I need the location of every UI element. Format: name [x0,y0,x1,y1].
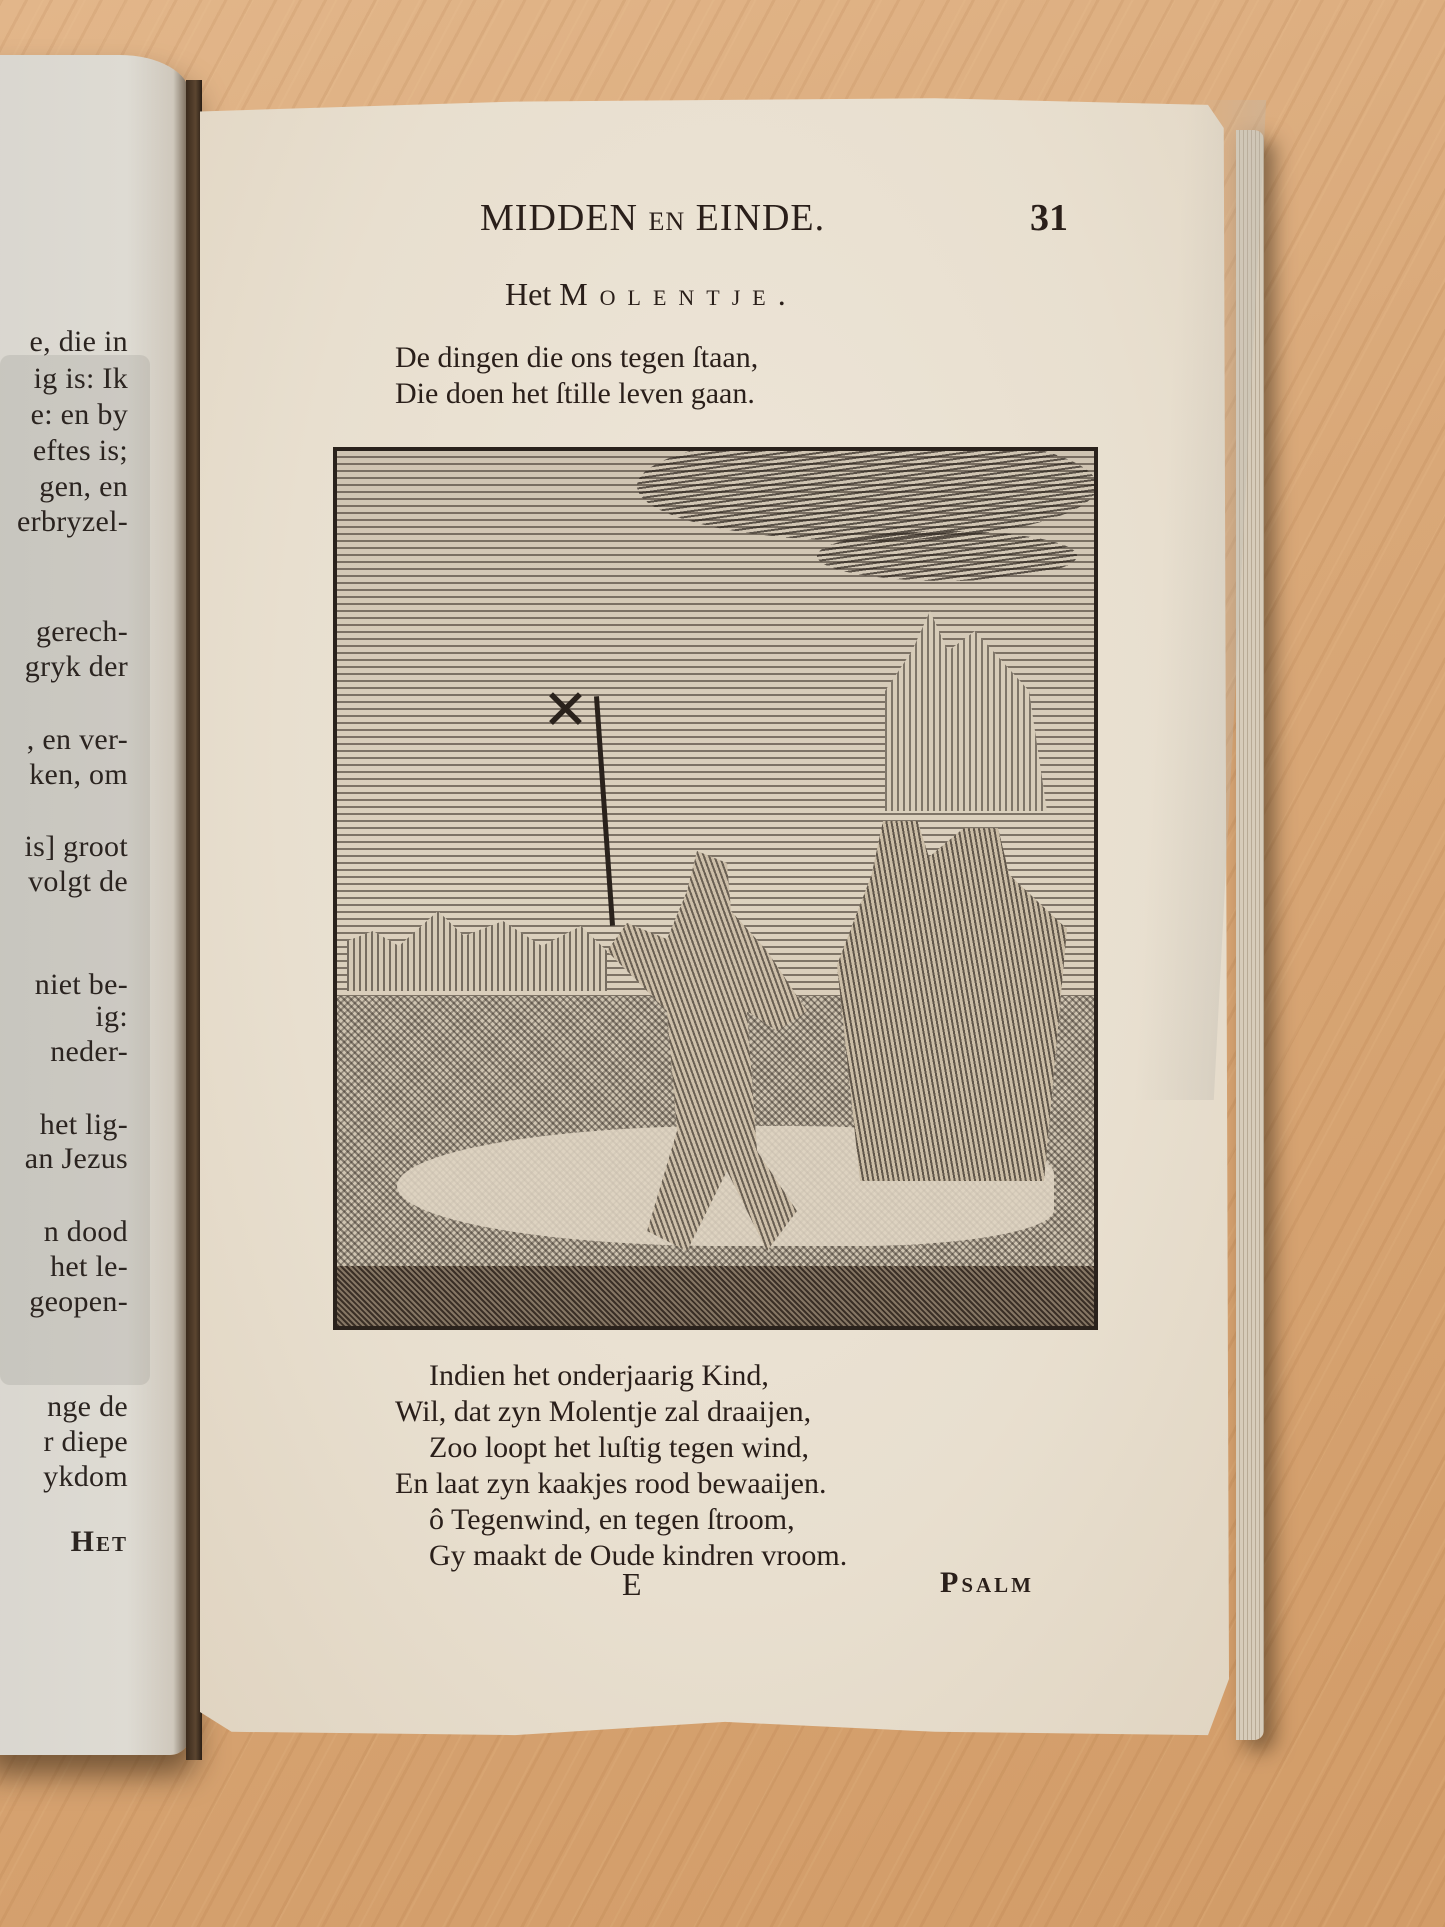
verse-line: Wil, dat zyn Molentje zal draaijen, [395,1395,812,1428]
two-women-figures [837,821,1067,1181]
left-page-line: an Jezus [24,1142,128,1175]
verse-line: ô Tegenwind, en tegen ſtroom, [429,1503,795,1536]
pinwheel-icon: ✕ [542,680,589,742]
left-page-catchword: Het [70,1525,128,1558]
signature-mark: E [622,1566,642,1602]
book-gutter [186,80,202,1760]
left-page-line: eftes is; [32,434,128,467]
left-page-line: gerech- [35,615,128,648]
title-main: Molentje. [559,276,798,312]
motto [395,340,758,412]
left-page-line: erbryzel- [17,505,128,538]
motto-line: Die doen het ſtille leven gaan. [395,377,755,410]
left-page-line: ken, om [29,758,128,791]
emblem-title [505,276,798,313]
pinwheel-stick [594,696,615,926]
running-head-part1: MIDDEN [480,197,638,239]
page-number: 31 [1030,197,1068,239]
left-page-line: n dood [43,1215,128,1248]
verse-line: Indien het onderjaarig Kind, [429,1359,769,1392]
left-page-line: neder- [50,1035,128,1068]
verse-line: En laat zyn kaakjes rood bewaaijen. [395,1467,827,1500]
foreground-hatching [337,1266,1094,1326]
left-page [0,55,190,1755]
left-page-line: niet be- [34,968,128,1001]
distant-town [347,891,607,991]
running-head [480,196,825,240]
left-page-line: ig: [95,1000,128,1033]
left-page-line: geopen- [29,1285,128,1318]
left-page-line: e: en by [30,398,128,431]
engraving-illustration [333,447,1098,1330]
left-page-line: is] groot [24,830,128,863]
left-page-line: ig is: Ik [33,362,128,395]
motto-line: De dingen die ons tegen ſtaan, [395,341,759,374]
church-building [867,611,1047,811]
verse [395,1358,847,1574]
left-page-line: volgt de [28,865,128,898]
left-page-line: gen, en [39,470,128,503]
cloud-shape [817,531,1077,581]
left-page-line: het lig- [39,1108,128,1141]
left-page-line: r diepe [43,1425,128,1458]
left-page-line: gryk der [24,650,128,683]
left-page-line: nge de [47,1390,128,1423]
left-page-line: , en ver- [26,723,128,756]
left-page-line: ykdom [43,1460,128,1493]
left-page-line: e, die in [29,325,128,358]
running-head-part2: EN [648,207,686,236]
running-head-part3: EINDE. [695,197,826,239]
catchword: Psalm [940,1566,1034,1599]
left-page-line: het le- [50,1250,128,1283]
verse-line: Gy maakt de Oude kindren vroom. [429,1539,848,1572]
title-prefix: Het [505,276,552,312]
verse-line: Zoo loopt het luſtig tegen wind, [429,1431,809,1464]
cloud-shape [637,447,1097,541]
